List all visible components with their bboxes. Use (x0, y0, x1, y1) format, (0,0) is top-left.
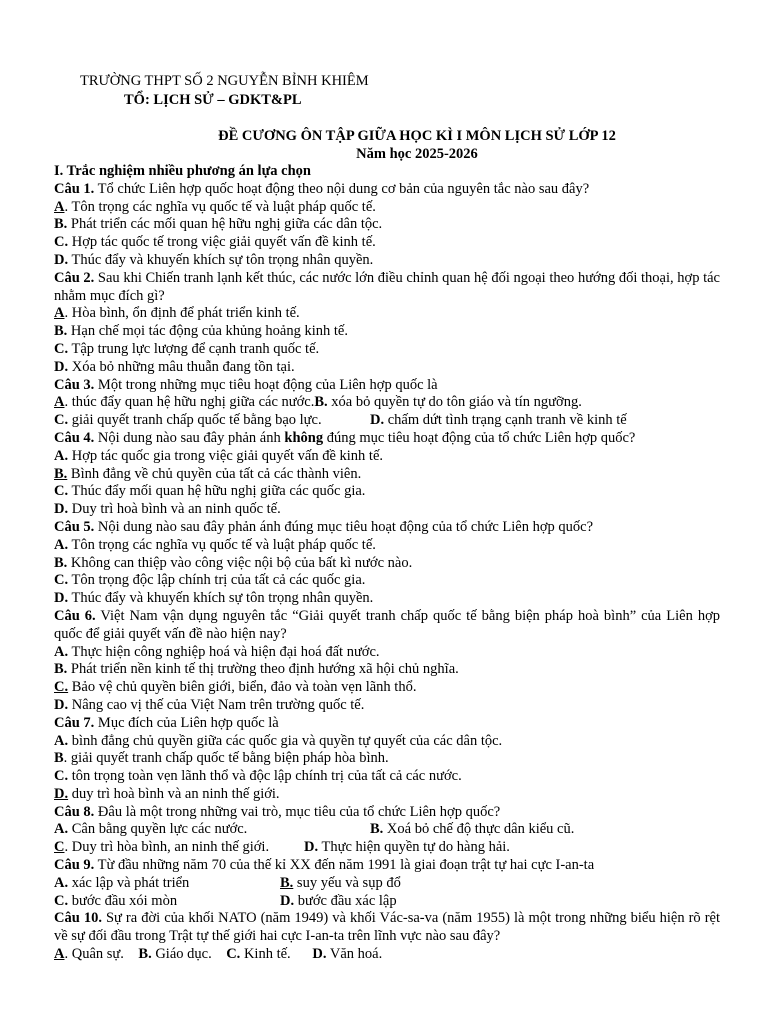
option-b (54, 661, 720, 679)
option-c (54, 572, 720, 590)
option-a (54, 733, 720, 751)
option-text: Thúc đẩy mối quan hệ hữu nghị giữa các quốc gia. (68, 483, 366, 500)
option-text: tôn trọng toàn vẹn lãnh thổ và độc lập chính trị của tất cả các nước. (68, 768, 462, 785)
option-c (54, 768, 720, 786)
question-3 (54, 377, 720, 395)
option-key: C. (54, 892, 69, 909)
option-key: B. (54, 554, 68, 571)
question-text: Tổ chức Liên hợp quốc hoạt động theo nội dung cơ bản của nguyên tắc nào sau đây? (94, 180, 590, 197)
option-text: Bình đẳng về chủ quyền của tất cả các thành viên. (67, 465, 362, 482)
option-text: chấm dứt tình trạng cạnh tranh về kinh tế (384, 412, 627, 429)
option-row (54, 821, 720, 839)
option-text: Nâng cao vị thế của Việt Nam trên trường quốc tế. (68, 696, 365, 713)
question-text: Một trong những mục tiêu hoạt động của Liên hợp quốc là (94, 376, 438, 393)
option-key: A. (54, 821, 69, 838)
option-text: suy yếu và sụp đổ (293, 874, 401, 891)
option-d (54, 252, 720, 270)
option-key: D. (54, 696, 69, 713)
option-key: C. (226, 946, 241, 963)
option-d (54, 501, 720, 519)
option-text: Giáo dục. (151, 946, 212, 963)
option-text: Hợp tác quốc tế trong việc giải quyết vấn đề kinh tế. (68, 234, 376, 251)
option-row (54, 946, 720, 964)
option-text: Tôn trọng các nghĩa vụ quốc tế và luật pháp quốc tế. (68, 536, 376, 553)
question-label: Câu 8. (54, 803, 95, 820)
option-key: D. (54, 358, 69, 375)
question-label: Câu 6. (54, 607, 96, 624)
option-text: Cân bằng quyền lực các nước. (68, 821, 248, 838)
question-text: Nội dung nào sau đây phản ánh đúng mục tiêu hoạt động của tổ chức Liên hợp quốc? (94, 518, 594, 535)
department-name: TỔ: LỊCH SỬ – GDKT&PL (124, 92, 302, 108)
option-b (54, 216, 720, 234)
option-text: . Quân sự. (64, 946, 124, 963)
option-a (54, 875, 280, 893)
option-text: giải quyết tranh chấp quốc tế bằng bạo lực. (68, 412, 322, 429)
option-text: . thúc đẩy quan hệ hữu nghị giữa các nước. (64, 394, 315, 411)
question-7 (54, 715, 720, 733)
option-d (54, 786, 720, 804)
option-c (54, 483, 720, 501)
option-a (54, 305, 720, 323)
option-key: B. (54, 661, 68, 678)
option-key: D. (54, 785, 69, 802)
option-c (54, 412, 370, 430)
option-key: A (54, 946, 65, 963)
option-c (54, 839, 304, 857)
option-key: B. (54, 216, 68, 233)
question-emphasis: không (284, 429, 324, 446)
option-key: A. (54, 643, 69, 660)
option-key: C. (54, 768, 69, 785)
option-key: B. (280, 874, 294, 891)
option-b (54, 555, 720, 573)
option-text: Xoá bỏ chế độ thực dân kiểu cũ. (383, 821, 575, 838)
question-text: đúng mục tiêu hoạt động của tổ chức Liên hợp quốc? (323, 429, 636, 446)
question-text: Mục đích của Liên hợp quốc là (94, 714, 279, 731)
option-key: C. (54, 572, 69, 589)
option-text: xóa bỏ quyền tự do tôn giáo và tín ngưỡng. (327, 394, 582, 411)
question-label: Câu 2. (54, 269, 95, 286)
question-9 (54, 857, 720, 875)
option-key: A. (54, 536, 69, 553)
option-key: A. (54, 447, 69, 464)
option-text: Hạn chế mọi tác động của khủng hoảng kinh tế. (67, 323, 348, 340)
option-text: Thực hiện công nghiệp hoá và hiện đại hoá đất nước. (68, 643, 380, 660)
question-label: Câu 10. (54, 910, 102, 927)
option-text: Thực hiện quyền tự do hàng hải. (318, 839, 510, 856)
option-d (304, 839, 510, 857)
option-key: C (54, 839, 65, 856)
question-label: Câu 4. (54, 429, 95, 446)
section-heading: I. Trắc nghiệm nhiều phương án lựa chọn (54, 163, 311, 179)
option-key: A (54, 198, 65, 215)
option-c (54, 893, 280, 911)
option-a (54, 644, 720, 662)
option-text: Văn hoá. (326, 946, 383, 963)
option-d (54, 590, 720, 608)
school-name: TRƯỜNG THPT SỐ 2 NGUYỄN BỈNH KHIÊM (80, 73, 369, 89)
option-text: Bảo vệ chủ quyền biên giới, biển, đảo và toàn vẹn lãnh thổ. (68, 679, 417, 696)
option-key: B. (370, 821, 384, 838)
question-text: Sự ra đời của khối NATO (năm 1949) và khối Vác-sa-va (năm 1955) là một trong những biểu hiện rõ rệt về sự đối đầu trong Trật tự thế giới hai cực I-an-ta trên lĩnh vực nào sau đây? (54, 910, 720, 945)
question-label: Câu 3. (54, 376, 95, 393)
option-text: Xóa bỏ những mâu thuẫn đang tồn tại. (68, 358, 295, 375)
option-key: D. (54, 501, 69, 518)
option-text: Kinh tế. (240, 946, 291, 963)
option-c (54, 341, 720, 359)
option-row (54, 394, 720, 412)
option-text: Tôn trọng độc lập chính trị của tất cả các quốc gia. (68, 572, 366, 589)
option-b (280, 875, 401, 893)
option-text: . Duy trì hòa bình, an ninh thế giới. (64, 839, 270, 856)
option-key: D. (280, 892, 295, 909)
option-b (54, 750, 720, 768)
school-year: Năm học 2025-2026 (356, 146, 478, 162)
option-row (54, 412, 720, 430)
option-d (54, 359, 720, 377)
option-key: A (54, 394, 65, 411)
option-text: Tập trung lực lượng để cạnh tranh quốc tế. (68, 340, 320, 357)
question-text: Việt Nam vận dụng nguyên tắc “Giải quyết tranh chấp quốc tế bằng biện pháp hoà bình” của Liên hợp quốc để giải quyết vấn đề nào hiện nay? (54, 607, 720, 642)
option-text: duy trì hoà bình và an ninh thế giới. (68, 785, 280, 802)
option-d (280, 893, 397, 911)
option-key: C. (54, 412, 69, 429)
option-key: B. (54, 323, 68, 340)
option-key: C. (54, 679, 69, 696)
option-b (54, 323, 720, 341)
question-label: Câu 1. (54, 180, 95, 197)
option-row (54, 875, 720, 893)
option-b (54, 466, 720, 484)
question-1 (54, 181, 720, 199)
option-key: D. (54, 251, 69, 268)
option-text: Không can thiệp vào công việc nội bộ của bất kì nước nào. (67, 554, 413, 571)
option-key: D. (54, 590, 69, 607)
question-2 (54, 270, 720, 306)
question-text: Từ đầu những năm 70 của thế kỉ XX đến năm 1991 là giai đoạn trật tự hai cực I-an-ta (94, 857, 595, 874)
question-8 (54, 804, 720, 822)
question-text: Sau khi Chiến tranh lạnh kết thúc, các nước lớn điều chỉnh quan hệ đối ngoại theo hướng đối thoại, hợp tác nhằm mục đích gì? (54, 269, 720, 304)
option-text: Duy trì hoà bình và an ninh quốc tế. (68, 501, 281, 518)
question-label: Câu 9. (54, 857, 95, 874)
option-d (370, 412, 627, 430)
option-a (54, 537, 720, 555)
option-key: D. (312, 946, 327, 963)
option-a (54, 821, 370, 839)
question-4 (54, 430, 720, 448)
option-c (54, 679, 720, 697)
option-key: A. (54, 874, 69, 891)
option-key: C. (54, 234, 69, 251)
question-text: Đâu là một trong những vai trò, mục tiêu của tổ chức Liên hợp quốc? (94, 803, 501, 820)
option-row (54, 839, 720, 857)
option-text: Thúc đẩy và khuyến khích sự tôn trọng nhân quyền. (68, 590, 374, 607)
option-key: B. (314, 394, 328, 411)
option-text: bình đẳng chủ quyền giữa các quốc gia và quyền tự quyết của các dân tộc. (68, 732, 503, 749)
option-text: Hợp tác quốc gia trong việc giải quyết vấn đề kinh tế. (68, 447, 384, 464)
option-key: D. (370, 412, 385, 429)
option-a (54, 199, 720, 217)
option-text: bước đầu xác lập (294, 892, 397, 909)
option-d (54, 697, 720, 715)
option-key: A. (54, 732, 69, 749)
question-6 (54, 608, 720, 644)
option-text: bước đầu xói mòn (68, 892, 178, 909)
option-a (54, 448, 720, 466)
question-5 (54, 519, 720, 537)
document-title: ĐỀ CƯƠNG ÔN TẬP GIỮA HỌC KÌ I MÔN LỊCH SỬ LỚP 12 (218, 128, 616, 144)
question-10 (54, 910, 720, 946)
question-label: Câu 5. (54, 518, 95, 535)
option-text: . Hòa bình, ổn định để phát triển kinh tế. (64, 305, 300, 322)
option-row (54, 893, 720, 911)
option-key: D. (304, 839, 319, 856)
option-text: Phát triển các mối quan hệ hữu nghị giữa các dân tộc. (67, 216, 383, 233)
document-body (54, 163, 720, 964)
option-text: Phát triển nền kinh tế thị trường theo định hướng xã hội chủ nghĩa. (67, 661, 459, 678)
option-text: xác lập và phát triển (68, 874, 190, 891)
question-label: Câu 7. (54, 714, 95, 731)
option-b (370, 821, 574, 839)
option-c (54, 234, 720, 252)
option-text: . giải quyết tranh chấp quốc tế bằng biện pháp hòa bình. (63, 750, 389, 767)
option-key: B. (54, 465, 68, 482)
option-key: B (54, 750, 64, 767)
option-text: Thúc đẩy và khuyến khích sự tôn trọng nhân quyền. (68, 251, 374, 268)
option-key: C. (54, 340, 69, 357)
question-text: Nội dung nào sau đây phản ánh (94, 429, 285, 446)
option-text: . Tôn trọng các nghĩa vụ quốc tế và luật pháp quốc tế. (64, 198, 376, 215)
option-key: B. (138, 946, 152, 963)
option-key: C. (54, 483, 69, 500)
option-key: A (54, 305, 65, 322)
